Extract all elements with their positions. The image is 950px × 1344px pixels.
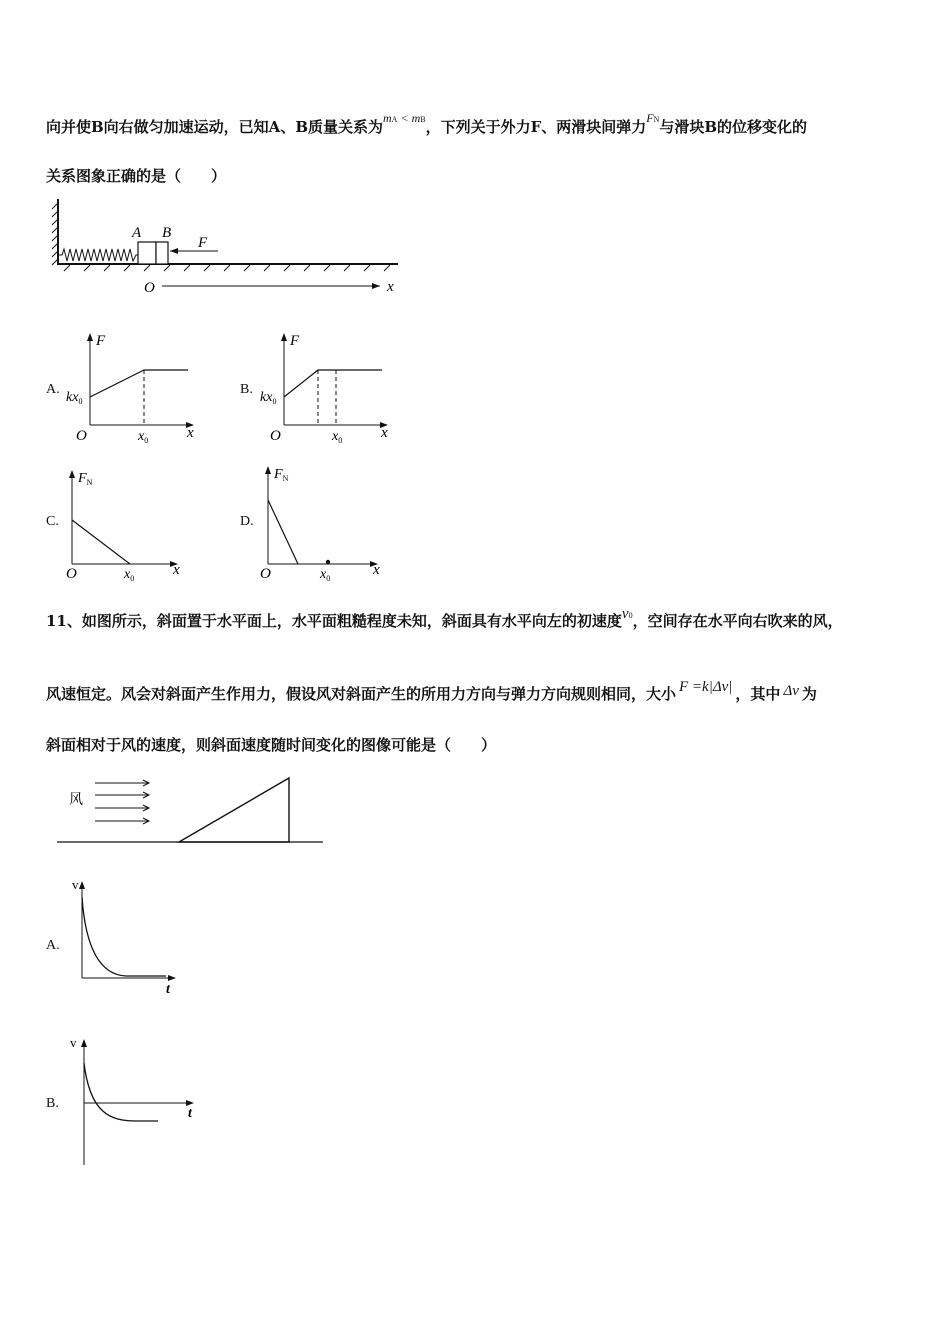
block-a: [138, 242, 156, 264]
x0-label: $x_0$: [320, 567, 331, 583]
x-axis-label: x: [381, 425, 388, 441]
x-axis-label: x: [173, 562, 180, 578]
wind-force-formula: F =k|Δv|: [679, 679, 733, 695]
q10-setup-diagram: [50, 195, 410, 295]
q10-option-c-label: C.: [46, 514, 59, 529]
q11-wind-diagram: [55, 770, 330, 850]
q11-option-a-label: A.: [46, 938, 60, 953]
x-axis-label: t: [166, 982, 170, 997]
q11-line3: 斜面相对于风的速度，则斜面速度随时间变化的图像可能是（ ）: [46, 736, 497, 754]
y-axis-label: F: [96, 333, 106, 349]
v0-symbol: v0: [621, 606, 633, 622]
velocity-curve: [84, 1063, 158, 1121]
fn-symbol: FN: [646, 111, 660, 125]
x0-label: $x_0$: [124, 567, 135, 583]
q10-text-c: 与滑块B的位移变化的: [659, 118, 808, 136]
q10-text-a: 向并使B向右做匀加速运动，已知A、B质量关系为: [46, 118, 383, 136]
wind-label: 风: [69, 792, 83, 808]
origin-label: O: [144, 280, 155, 295]
y-axis-label: F: [290, 333, 300, 349]
q11-text-d: ，其中: [735, 685, 781, 703]
q10-text-b: ，下列关于外力F、两滑块间弹力: [425, 118, 647, 136]
fn-curve: [268, 500, 298, 564]
q10-option-d-label: D.: [240, 514, 254, 529]
x-axis-label: x: [187, 425, 194, 441]
y-intercept-label: $kx_0$: [260, 390, 277, 406]
q10-line1: [46, 111, 808, 137]
y-intercept-label: $kx_0$: [66, 390, 83, 406]
label-f: F: [198, 235, 208, 251]
wind-arrows: [95, 780, 149, 824]
y-axis-label: $F_N$: [78, 471, 93, 487]
block-b: [156, 242, 168, 264]
q11-option-a-graph: [66, 875, 186, 1000]
x-label: x: [387, 279, 394, 295]
q11-option-b-label: B.: [46, 1096, 59, 1111]
q11-option-b-graph: [66, 1033, 206, 1173]
q11-line2: [46, 679, 817, 704]
force-curve: [90, 370, 188, 397]
y-axis-label: $F_N$: [274, 467, 289, 483]
y-axis-label: v: [72, 877, 79, 892]
velocity-curve: [82, 897, 166, 976]
q10-option-b-label: B.: [240, 382, 253, 397]
origin-label: O: [66, 566, 77, 582]
origin-label: O: [270, 428, 281, 444]
q11-text-c: 风速恒定。风会对斜面产生作用力，假设风对斜面产生的所用力方向与弹力方向规则相同，大小: [46, 685, 677, 703]
q10-option-a-label: A.: [46, 382, 60, 397]
x0-label: $x_0$: [332, 429, 343, 445]
origin-label: O: [260, 566, 271, 582]
q10-line2: 关系图象正确的是（ ）: [46, 167, 227, 185]
x-axis-label: x: [373, 562, 380, 578]
q10-option-b-graph: [256, 325, 396, 450]
q10-option-d-graph: [256, 462, 396, 587]
q11-line1: [46, 606, 843, 631]
y-axis-label: v: [70, 1035, 77, 1050]
delta-v-symbol: Δv: [783, 683, 799, 699]
mass-relation: mA < mB: [383, 111, 426, 125]
spring: [58, 249, 138, 261]
x0-label: $x_0$: [138, 429, 149, 445]
origin-label: O: [76, 428, 87, 444]
q11-text-e: 为: [801, 685, 817, 703]
label-b: B: [162, 225, 172, 241]
q10-option-c-graph: [62, 462, 202, 587]
q11-text-a: 11、如图所示，斜面置于水平面上，水平面粗糙程度未知，斜面具有水平向左的初速度: [46, 612, 622, 630]
label-a: A: [132, 225, 142, 241]
incline: [179, 778, 289, 842]
force-curve: [284, 370, 382, 397]
q10-option-a-graph: [62, 325, 202, 450]
fn-curve: [72, 520, 130, 564]
q11-text-b: ，空间存在水平向右吹来的风，: [632, 612, 843, 630]
x-axis-label: t: [188, 1106, 192, 1121]
